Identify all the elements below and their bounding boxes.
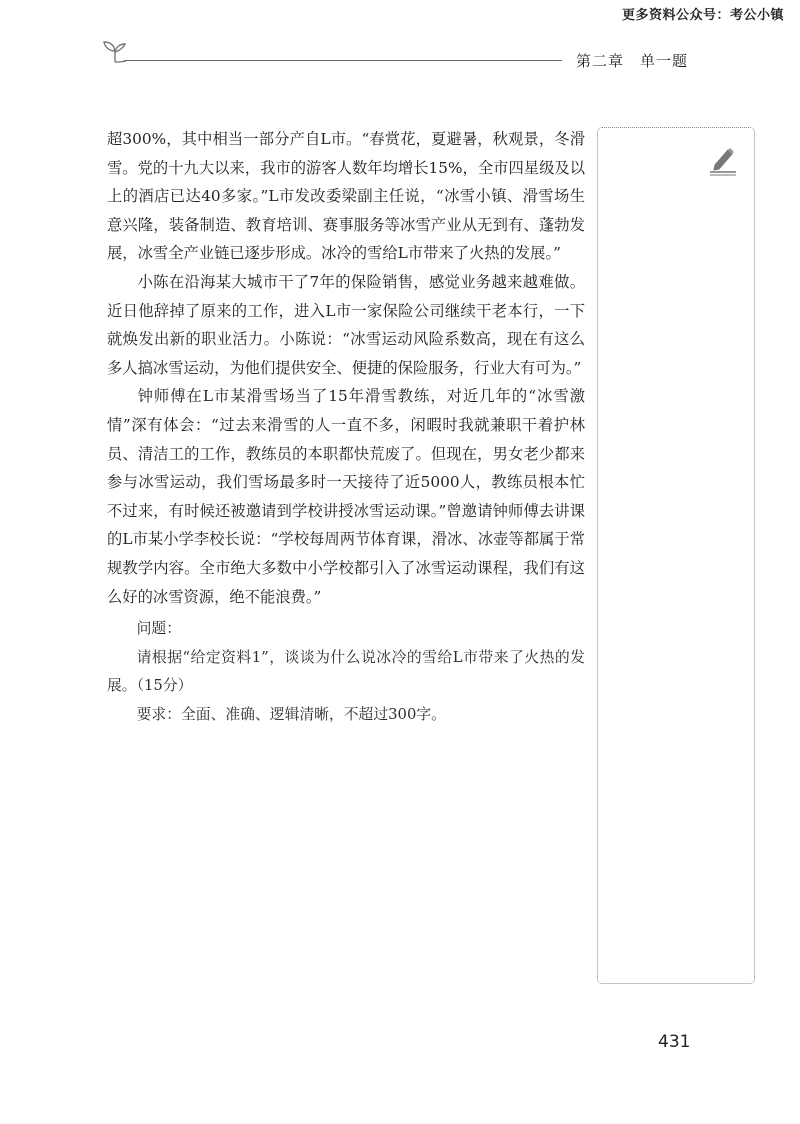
question-prompt: 请根据“给定资料1”，谈谈为什么说冰冷的雪给L市带来了火热的发展。（15分）	[107, 648, 585, 695]
chapter-title: 第二章 单一题	[576, 52, 689, 70]
question-label: 问题：	[136, 620, 181, 638]
paragraph-3: 钟师傅在L市某滑雪场当了15年滑雪教练，对近几年的“冰雪激情”深有体会：“过去来滑雪的人一直不多，闲暇时我就兼职干着护林员、清洁工的工作，教练员的本职都快荒废了。但现在，男女老少都来参与冰雪运动，我们雪场最多时一天接待了近5000人，教练员根本忙不过来，有时候还被邀请到学校讲授冰雪运动课。”曾邀请钟师傅去讲课的L市某小学李校长说：“学校每周两节体育课，滑冰、冰壶等都属于常规教学内容。全市绝大多数中小学校都引入了冰雪运动课程，我们有这么好的冰雪资源，绝不能浪费。”	[107, 387, 585, 606]
watermark-text: 更多资料公众号：考公小镇	[621, 8, 784, 23]
question-block	[107, 615, 585, 729]
paragraph-1: 超300%，其中相当一部分产自L市。“春赏花，夏避暑，秋观景，冬滑雪。党的十九大以来，我市的游客人数年均增长15%，全市四星级及以上的酒店已达40多家。”L市发改委梁副主任说，“冰雪小镇、滑雪场生意兴隆，装备制造、教育培训、赛事服务等冰雪产业从无到有、蓬勃发展，冰雪全产业链已逐步形成。冰冷的雪给L市带来了火热的发展。”	[107, 130, 585, 263]
header-rule	[124, 60, 562, 61]
pencil-icon	[708, 144, 738, 176]
question-requirement: 要求：全面、准确、逻辑清晰，不超过300字。	[136, 705, 446, 723]
page-number: 431	[658, 1032, 691, 1052]
body-text	[107, 125, 585, 729]
notes-box	[597, 127, 755, 984]
paragraph-2: 小陈在沿海某大城市干了7年的保险销售，感觉业务越来越难做。近日他辞掉了原来的工作，进入L市一家保险公司继续干老本行，一下就焕发出新的职业活力。小陈说：“冰雪运动风险系数高，现在有这么多人搞冰雪运动，为他们提供安全、便捷的保险服务，行业大有可为。”	[107, 272, 585, 377]
